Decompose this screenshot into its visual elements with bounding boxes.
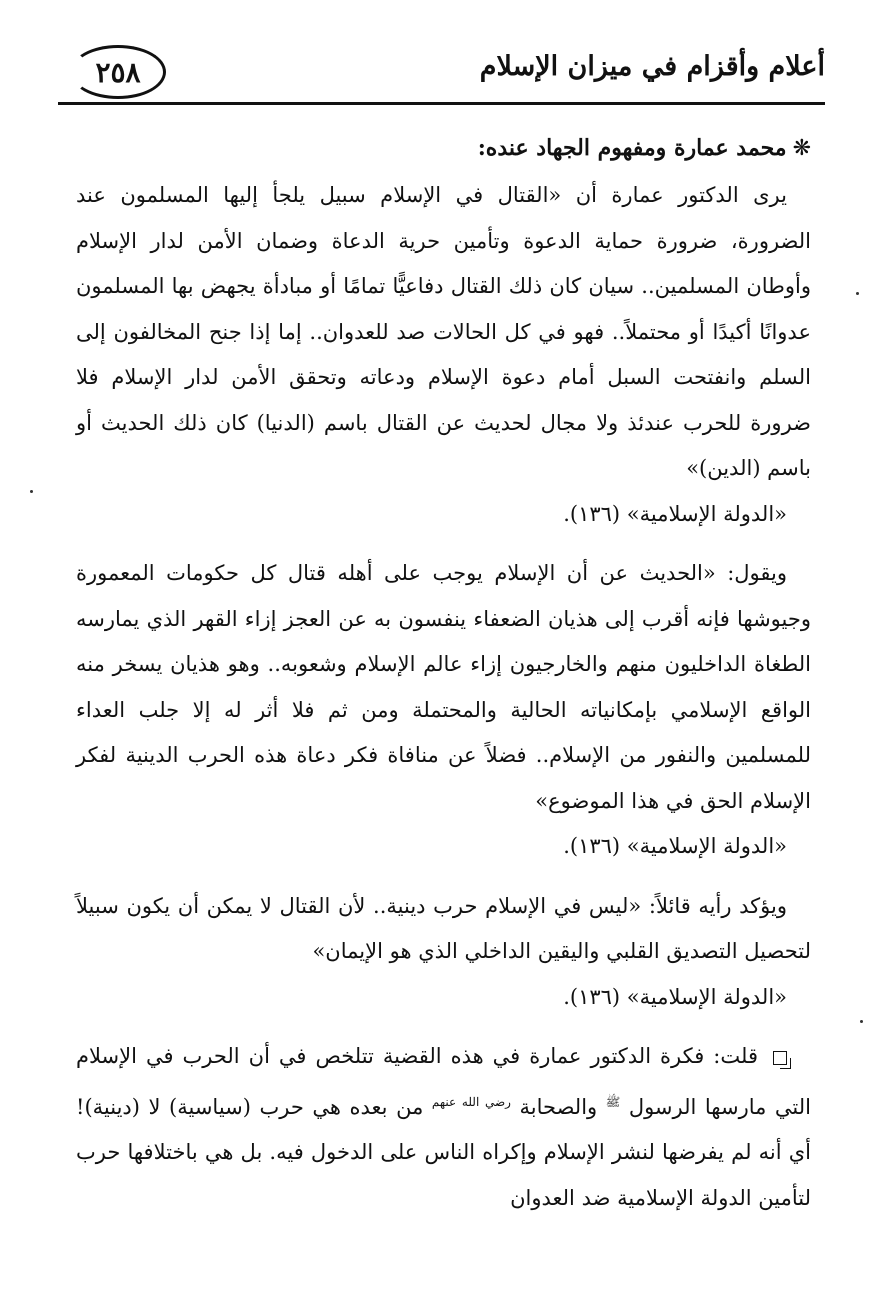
scan-speck: [30, 490, 33, 493]
page-number: ٢٥٨: [70, 45, 166, 99]
note-paragraph: [76, 1034, 811, 1221]
paragraph-3: [76, 884, 811, 1021]
paragraph-2-text: ويقول: «الحديث عن أن الإسلام يوجب على أهله قتال كل حكومات المعمورة وجيوشها فإنه أقرب إلى هذيان الضعفاء ينفسون به عن العجز إزاء القهر الذي يمارسه الطغاة الداخليون منهم والخارجيون إزاء عالم الإسلام وشعوبه.. وهو هذيان يسخر منه الواقع الإسلامي بإمكانياته الحالية والمحتملة ومن ثم فلا أثر له إلا جلب العداء للمسلمين والنفور من الإسلام.. فضلاً عن منافاة فكر دعاة هذه الحرب الدينية لفكر الإسلام الحق في هذا الموضوع»: [76, 561, 811, 813]
honorific-prophet: ﷺ: [605, 1094, 621, 1109]
note-text-middle: والصحابة: [519, 1094, 598, 1119]
header-rule: [58, 102, 825, 105]
note-icon: [773, 1051, 787, 1065]
scan-speck: [860, 1020, 863, 1023]
section-heading-text: محمد عمارة ومفهوم الجهاد عنده:: [477, 135, 787, 161]
section-marker-icon: ❋: [792, 136, 811, 161]
main-text: [76, 128, 811, 1235]
note-text-before: فكرة الدكتور عمارة في هذه القضية تتلخص في أن الحرب في الإسلام التي مارسها الرسول: [76, 1044, 811, 1119]
honorific-companions: رضي الله عنهم: [431, 1094, 511, 1109]
paragraph-3-text: ويؤكد رأيه قائلاً: «ليس في الإسلام حرب دينية.. لأن القتال لا يمكن أن يكون سبيلاً لتحصيل التصديق القلبي واليقين الداخلي الذي هو الإيمان»: [76, 893, 811, 963]
note-text-after: من بعده هي حرب (سياسية) لا (دينية)! أي أنه لم يفرضها لنشر الإسلام وإكراه الناس على الدخول فيه. بل هي باختلافها حرب لتأمين الدولة الإسلامية ضد العدوان: [76, 1094, 811, 1210]
paragraph-1: [76, 173, 811, 537]
paragraph-1-source: «الدولة الإسلامية» (١٣٦).: [563, 501, 787, 526]
scan-speck: [856, 292, 859, 295]
paragraph-3-source: «الدولة الإسلامية» (١٣٦).: [563, 984, 787, 1009]
paragraph-2-source: «الدولة الإسلامية» (١٣٦).: [563, 834, 787, 858]
note-lead: قلت:: [713, 1044, 758, 1068]
section-heading: [76, 128, 811, 169]
paragraph-2: [76, 551, 811, 870]
page-header: [58, 45, 825, 105]
running-title: أعلام وأقزام في ميزان الإسلام: [479, 51, 825, 82]
paragraph-1-text: يرى الدكتور عمارة أن «القتال في الإسلام سبيل يلجأ إليها المسلمون عند الضرورة، ضرورة حماية الدعوة وتأمين حرية الدعاة وضمان الأمن لدار الإسلام وأوطان المسلمين.. سيان كان ذلك القتال دفاعيًّا تمامًا أو مبادأة يجهض بها المسلمون عدوانًا أكيدًا أو محتملاً.. فهو في كل الحالات صد للعدوان.. إما إذا جنح المخالفون إلى السلم وانفتحت السبل أمام دعوة الإسلام ودعاته وتحقق الأمن لدار الإسلام فلا ضرورة للحرب عندئذ ولا مجال لحديث عن القتال باسم (الدنيا) كان ذلك الحديث أو باسم (الدين)»: [76, 183, 811, 480]
